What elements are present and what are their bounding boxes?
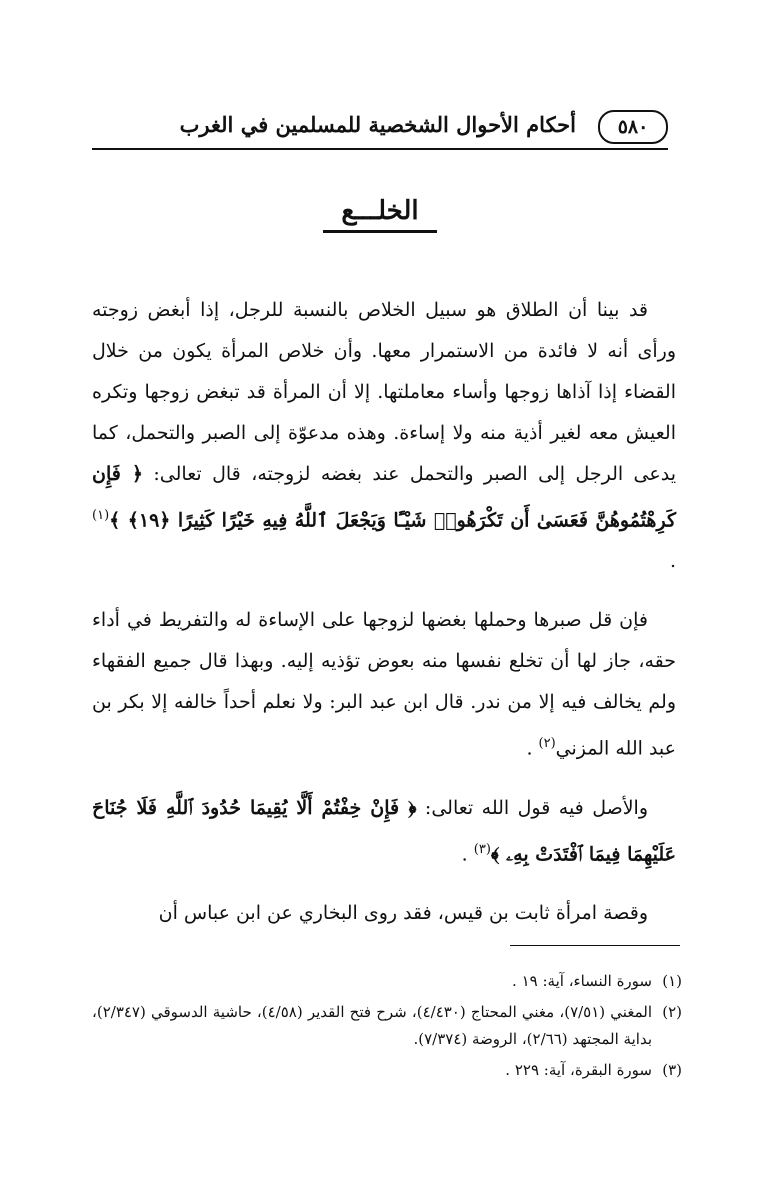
footnote-text: المغني (٧/٥١)، مغني المحتاج (٤/٤٣٠)، شرح فتح القدير (٤/٥٨)، حاشية الدسوقي (٢/٣٤٧)، بداية المجتهد (٢/٦٦)، الروضة (٧/٣٧٤). [92,1003,652,1048]
paragraph-text: والأصل فيه قول الله تعالى: [416,796,649,819]
paragraph [92,893,676,934]
header-rule [92,148,668,150]
chapter-heading [0,196,760,233]
running-title: أحكام الأحوال الشخصية للمسلمين في الغرب [179,112,576,137]
footnote-text: سورة البقرة، آية: ٢٢٩ . [505,1061,652,1079]
footnote [92,968,682,995]
footnote-reference: (٣) [473,841,491,857]
paragraph [92,600,676,769]
footnote-rule [510,945,680,946]
paragraph-text: وقصة امرأة ثابت بن قيس، فقد روى البخاري عن ابن عباس أن [158,901,648,924]
footnote-number: (٣) [662,1061,682,1079]
quran-verse: ﴿ فَإِنْ خِفْتُمْ أَلَّا يُقِيمَا حُدُودَ ٱللَّهِ فَلَا جُنَاحَ عَلَيْهِمَا فِيمَا ٱفْتَدَتْ بِهِۦ ﴾ [92,796,676,865]
page-number: ٥٨٠ [598,110,668,144]
footnote [92,999,682,1053]
paragraph-text: قد بينا أن الطلاق هو سبيل الخلاص بالنسبة للرجل، إذا أبغض زوجته ورأى أنه لا فائدة من الاستمرار معها. وأن خلاص المرأة يكون من خلال القضاء إذا آذاها زوجها وأساء معاملتها. إلا أن المرأة قد تبغض زوجها وتكره العيش معه لغير أذية منه ولا إساءة. وهذه مدعوّة إلى الصبر والتحمل، كما يدعى الرجل إلى الصبر والتحمل عند بغضه لزوجته، قال تعالى: [92,299,676,485]
paragraph-end: . [526,737,539,760]
footnote-reference: (٢) [538,736,556,752]
footnotes [92,968,682,1088]
paragraph-end: . [669,550,676,573]
paragraph-end: . [461,842,474,865]
footnote-number: (١) [662,972,682,990]
paragraph-text: فإن قل صبرها وحملها بغضها لزوجها على الإساءة له والتفريط في أداء حقه، جاز لها أن تخلع نفسها منه بعوض تؤذيه إليه. وبهذا قال جميع الفقهاء ولم يخالف فيه إلا من ندر. قال ابن عبد البر: ولا نعلم أحداً خالفه إلا بكر بن عبد الله المزني [92,609,676,760]
body-text [92,290,676,952]
page-header [92,106,668,150]
footnote-reference: (١) [92,508,110,523]
paragraph [92,290,676,582]
chapter-title: الخلـــع [323,196,436,233]
paragraph [92,788,676,875]
footnote-text: سورة النساء، آية: ١٩ . [512,972,652,990]
footnote-number: (٢) [662,1003,682,1021]
quran-verse: ﴿ فَإِن كَرِهْتُمُوهُنَّ فَعَسَىٰ أَن تَكْرَهُوا۟ شَيْـًٔا وَيَجْعَلَ ٱللَّهُ فِيهِ خَيْرًا كَثِيرًا ﴿١٩﴾ ﴾ [92,463,676,532]
footnote [92,1057,682,1084]
